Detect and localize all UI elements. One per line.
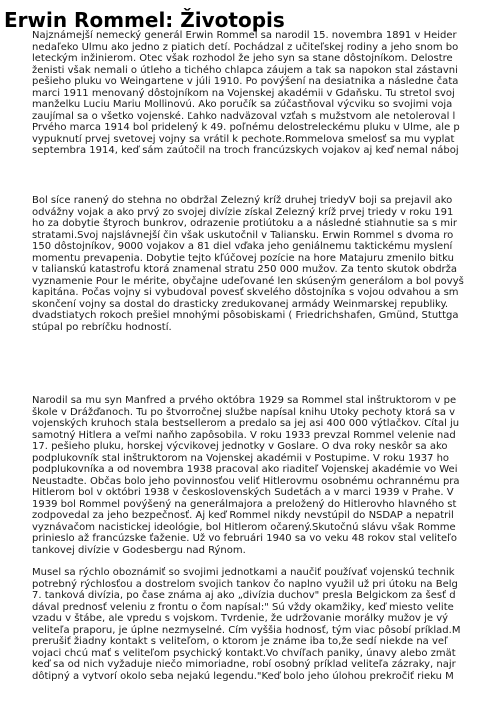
- text-line: Najznámejší nemecký generál Erwin Rommel sa narodil 15. novembra 1891 v Heider: [32, 30, 457, 41]
- text-line: škole v Drážďanoch. Tu po štvorročnej službe napísal knihu Útoky pechoty ktorá sa v: [32, 406, 456, 418]
- paragraph-2: [32, 195, 502, 333]
- text-line: vojenských kruhoch stala bestsellerom a predalo sa jej asi 400 000 výtlačkov. Čítal ju: [32, 418, 460, 429]
- text-line: Narodil sa mu syn Manfred a prvého októbra 1929 sa Rommel stal inštruktorom v pe: [32, 395, 457, 406]
- text-line: dvadstiatych rokoch prešiel mnohými pôsobiskami ( Friedrichshafen, Gmünd, Stuttga: [32, 310, 459, 321]
- text-line: 7. tanková divízia, po čase známa aj ako „divízia duchov" presla Belgickom za šesť d: [32, 590, 456, 601]
- text-line: potrebný rýchlosťou a dostrelom svojich tankov čo naplno využil už pri útoku na Belg: [32, 578, 458, 590]
- text-line: vyznamenie Pour le mérite, obyčajne udeľované len skúseným generálom a bol povyš: [32, 275, 464, 287]
- text-line: vyznávačom nacistickej ideológie, bol Hitlerom očarený.Skutočnú slávu však Romme: [32, 521, 456, 533]
- text-line: veliteľa praporu, je úplne nezmyselné. Čím vyššia hodnosť, tým viac pôsobí príklad.M: [32, 624, 461, 636]
- text-line: Neustadte. Občas bolo jeho povinnosťou veliť Hitlerovmu osobnému ochrannému pra: [32, 475, 460, 487]
- text-line: stúpal po rebríčku hodností.: [32, 321, 172, 333]
- text-line: podplukovníka a od novembra 1938 pracoval ako riaditeľ Vojenskej akadémie vo Wei: [32, 464, 458, 475]
- text-line: samotný Hitlera a veľmi naňho zapôsobila. V roku 1933 prevzal Rommel velenie nad: [32, 429, 456, 441]
- text-line: odvážny vojak a ako prvý zo svojej divízie získal Železný kríž prvej triedy v roku 191: [32, 206, 454, 218]
- text-line: Bol síce ranený do stehna no obdržal Železný kríž druhej triedyV boji sa prejavil ako: [32, 195, 453, 206]
- text-line: zodpovedal za jeho bezpečnosť. Aj keď Rommel nikdy nevstúpil do NSDAP a nepatril: [32, 510, 454, 521]
- text-line: vojaci chcú mať s veliteľom psychický kontakt.Vo chvíľach paniky, únavy alebo zmät: [32, 647, 456, 659]
- text-line: kapitána. Počas vojny si vybudoval povesť skvelého dôstojníka s vojou odvahou a sm: [32, 287, 459, 298]
- text-line: momentu prevapenia. Dobytie tejto kľúčovej pozície na hore Matajuru zmenilo bitku: [32, 252, 454, 264]
- text-line: skončení vojny sa dostal do drasticky zredukovanej armády Weinmarskej republiky.: [32, 298, 449, 310]
- text-line: leteckým inžinierom. Otec však rozhodol že jeho syn sa stane dôstojníkom. Delostre: [32, 53, 453, 64]
- text-line: pešieho pluku vo Weingartene v júli 1910. Po povýšení na desiatnika a následne čata: [32, 76, 459, 87]
- text-line: septembra 1914, keď sám zaútočil na troch francúzskych vojakov aj keď nemal náboj: [32, 145, 459, 156]
- text-line: dôtipný a vytvorí okolo seba nejakú legendu."Keď bolo jeho úlohou prekročiť rieku M: [32, 670, 454, 682]
- text-line: ho za dobytie štyroch bunkrov, odrazenie protiútoku a a následné stiahnutie sa s mir: [32, 218, 457, 229]
- text-line: keď sa od nich vyžaduje niečo mimoriadne, robí osobný príklad veliteľa zázraky, najr: [32, 659, 456, 670]
- text-line: manželku Luciu Mariu Mollinovú. Ako poručík sa zúčastňoval výcviku so svojimi voja: [32, 99, 453, 110]
- text-line: marci 1911 menovaný dôstojníkom na Vojenskej akadémii v Gdaňsku. Tu stretol svoj: [32, 87, 455, 99]
- text-line: dával prednosť veleniu z frontu o čom napísal:" Sú vždy okamžiky, keď miesto velite: [32, 601, 454, 613]
- text-line: v talianskú katastrofu ktorá znamenal stratu 250 000 mužov. Za tento skutok obdrža: [32, 264, 458, 275]
- paragraph-3: [32, 395, 502, 556]
- text-line: Hitlerom bol v októbri 1938 v československých Sudetách a v marci 1939 v Prahe. V: [32, 487, 454, 498]
- text-line: podplukovník stal inštruktorom na Vojenskej akadémii v Postupime. V roku 1937 ho: [32, 452, 450, 464]
- text-line: 17. pešieho pluku, horskej výcvikovej jednotky v Goslare. O dva roky neskôr sa ako: [32, 441, 448, 452]
- text-line: nedaľeko Ulmu ako jedno z piatich detí. Pochádzal z učiteľskej rodiny a jeho snom bo: [32, 41, 459, 53]
- paragraph-4: [32, 567, 502, 682]
- text-line: tankovej divízie v Godesbergu nad Rýnom.: [32, 544, 246, 556]
- text-line: zaujímal sa o všetko vojenské. Ľahko nadväzoval vzťah s mužstvom ale netoleroval l: [32, 110, 456, 122]
- text-line: ženisti však nemali o útleho a tichého chlapca záujem a tak sa napokon stal zástavni: [32, 64, 458, 76]
- text-line: prerušiť žiadny kontakt s veliteľom, o ktorom je známe iba to,že sedí niekde na veľ: [32, 636, 448, 647]
- text-line: 150 dôstojníkov, 9000 vojakov a 81 diel vďaka jeho geniálnemu taktickému myslení: [32, 241, 453, 252]
- text-line: vzadu v štábe, ale vpredu s vojskom. Tvrdenie, že udržovanie morálky mužov je vý: [32, 613, 449, 624]
- text-line: stratami.Svoj najslávnejší čin však uskutočnil v Taliansku. Erwin Rommel s dvoma ro: [32, 229, 454, 241]
- paragraph-1: [32, 30, 502, 157]
- text-line: 1939 bol Rommel povýšený na generálmajora a preložený do Hitlerovho hlavného st: [32, 498, 457, 510]
- text-line: Musel sa rýchlo oboznámiť so svojimi jednotkami a naučiť používať vojenskú technik: [32, 567, 455, 578]
- text-line: prinieslo až francúzske ťaženie. Už vo februári 1940 sa vo veku 48 rokov stal veliteľo: [32, 533, 457, 544]
- page-title: Erwin Rommel: Životopis: [4, 8, 285, 32]
- text-line: vypuknutí prvej svetovej vojny sa vrátil k pechote.Rommelova smelosť sa mu vyplat: [32, 133, 455, 145]
- text-line: Prvého marca 1914 bol pridelený k 49. poľnému delostreleckému pluku v Ulme, ale p: [32, 122, 460, 133]
